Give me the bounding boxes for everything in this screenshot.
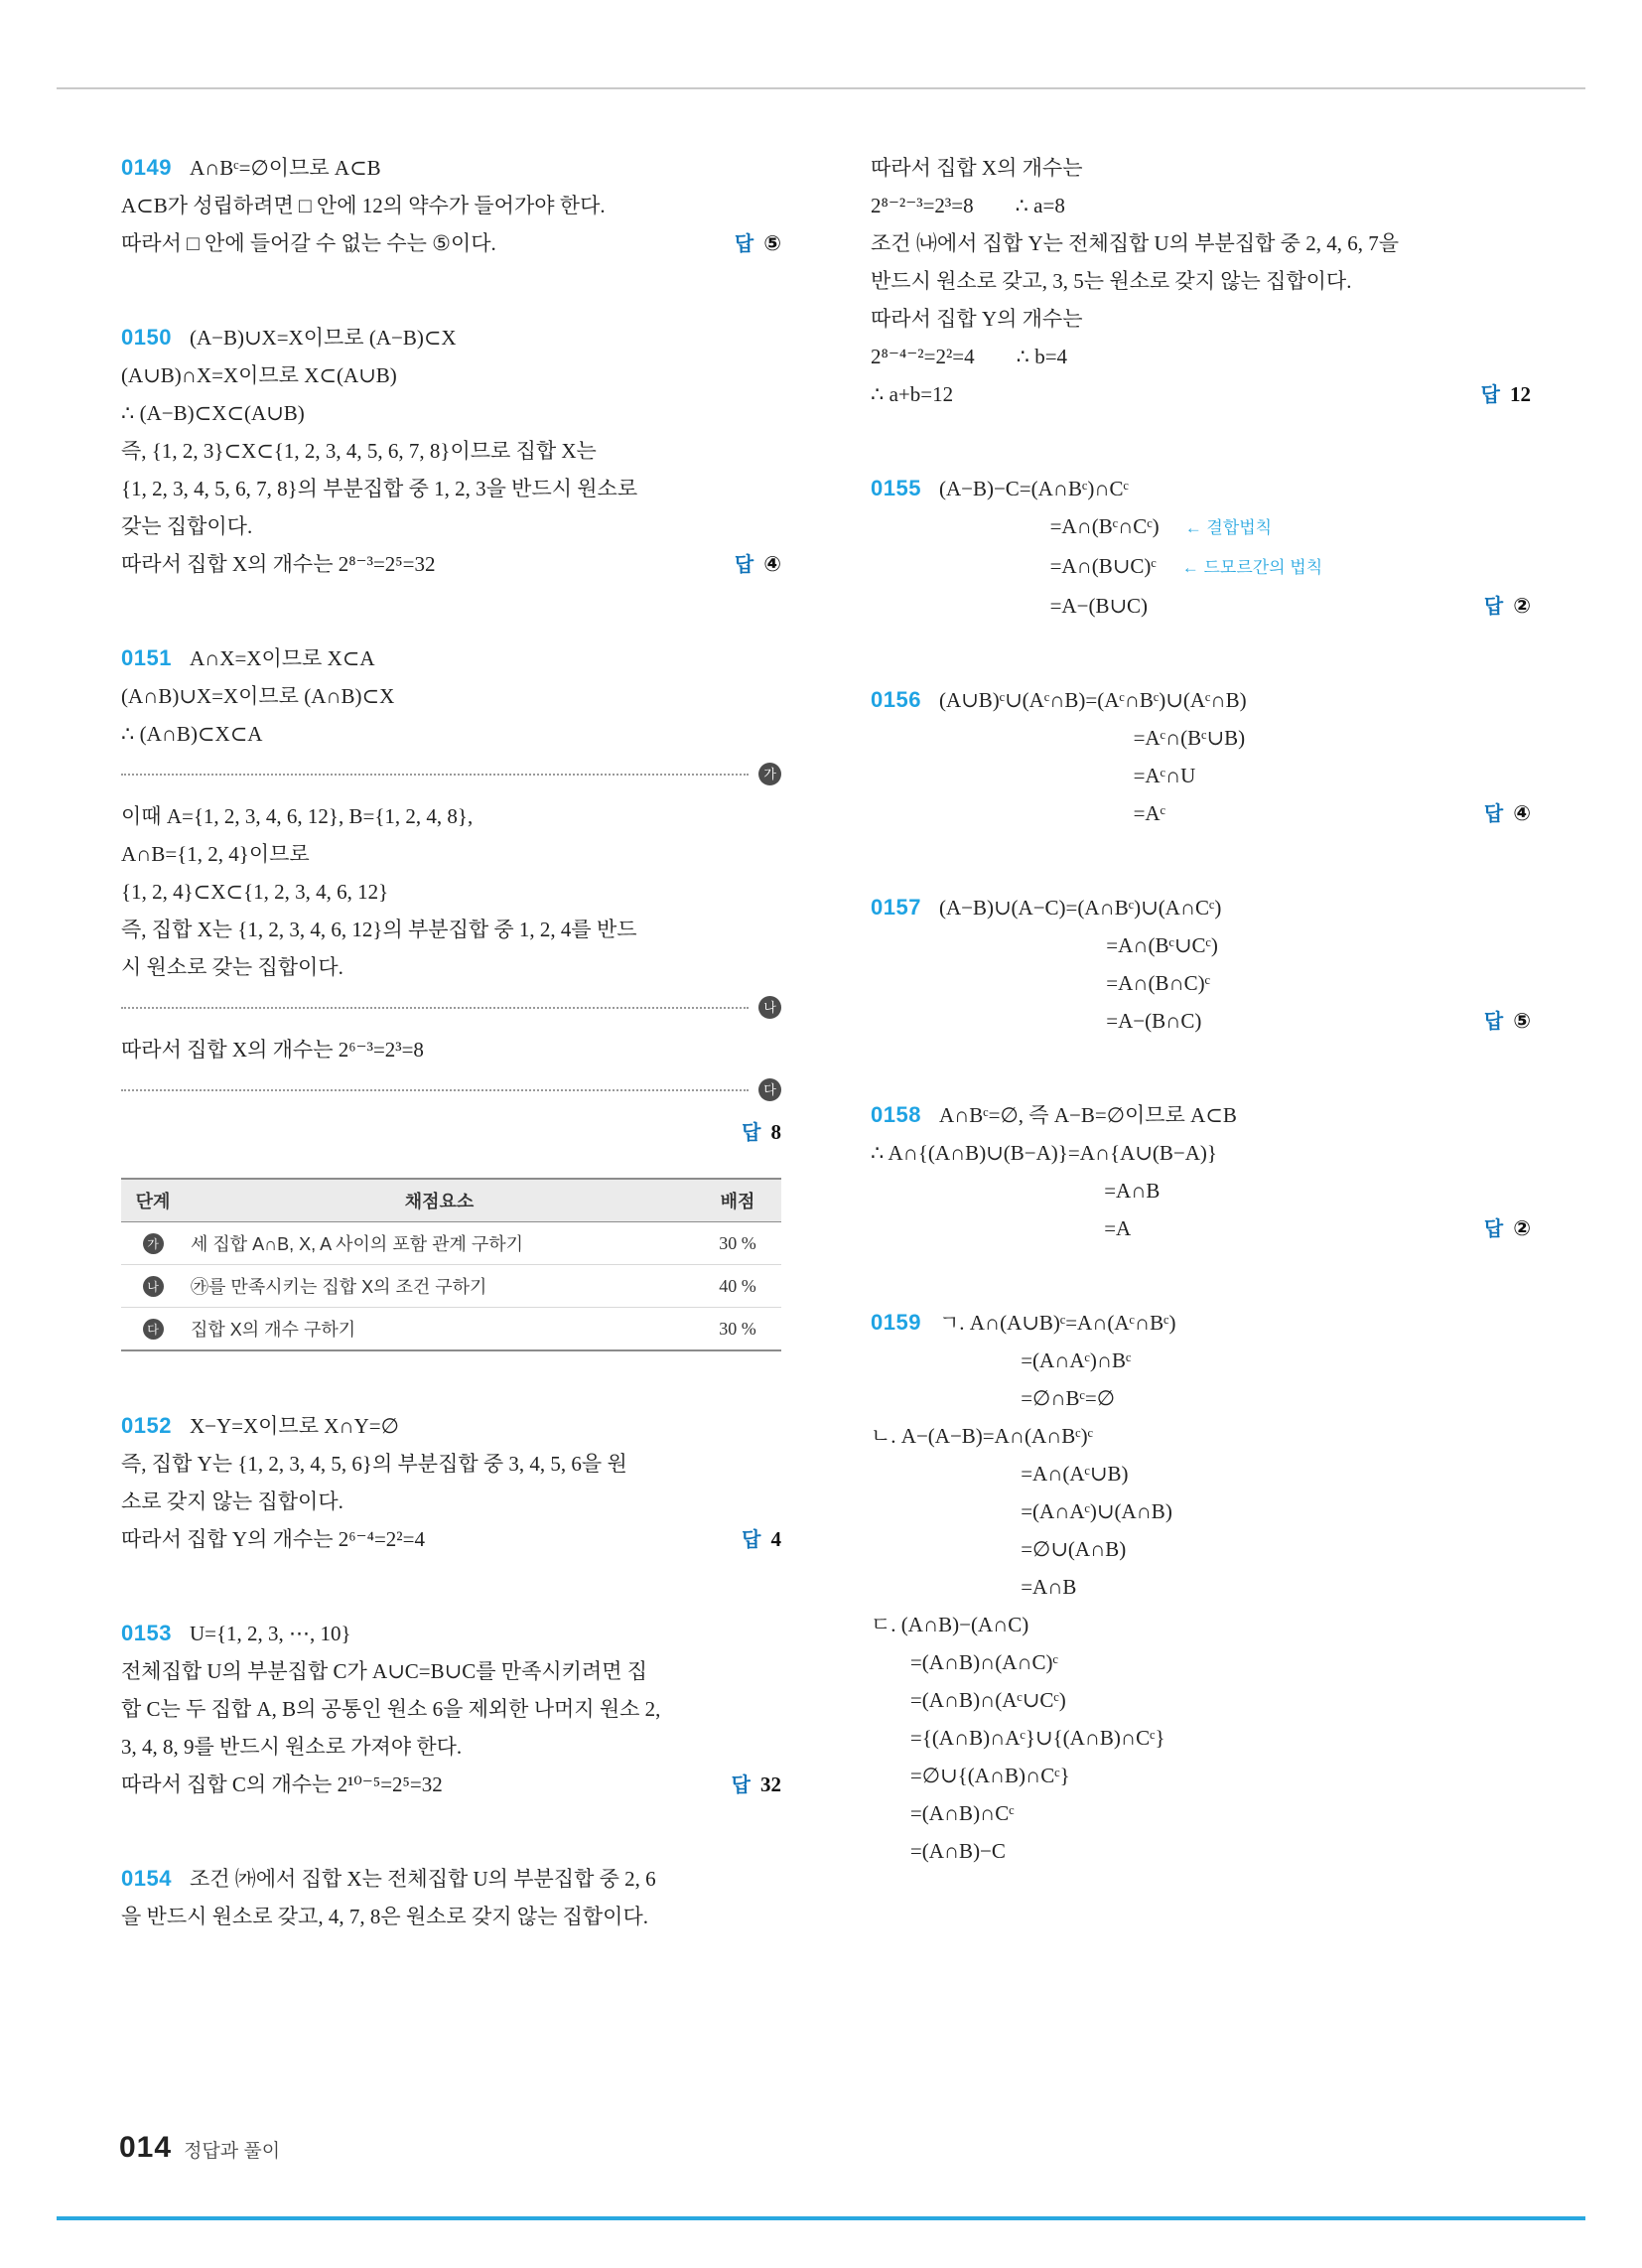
line-content	[871, 470, 1531, 507]
solution-line	[871, 964, 1531, 1002]
line-content	[121, 948, 781, 986]
line-text: ={(A∩B)∩Aᶜ}∪{(A∩B)∩Cᶜ}	[909, 1726, 1165, 1750]
solution-line	[871, 1568, 1531, 1606]
law-annotation: ← 결합법칙	[1184, 518, 1273, 537]
problem-0159	[871, 1304, 1531, 1870]
line-text: ∴ A∩{(A∩B)∪(B−A)}=A∩{A∪(B−A)}	[871, 1141, 1217, 1165]
answer	[732, 1766, 781, 1804]
line-text: 시 원소로 갖는 집합이다.	[121, 955, 343, 979]
line-content	[121, 187, 781, 224]
line-text: 따라서 집합 X의 개수는	[871, 156, 1083, 180]
solution-line	[121, 1898, 781, 1935]
solution-line	[871, 1304, 1531, 1342]
solution-line	[871, 1209, 1531, 1248]
solution-line	[871, 224, 1531, 262]
line-content	[121, 224, 717, 262]
solution-line	[871, 1643, 1531, 1681]
line-content	[1021, 1455, 1531, 1492]
solution-line	[121, 1652, 781, 1690]
line-text: 따라서 집합 C의 개수는 2¹⁰⁻⁵=2⁵=32	[121, 1772, 443, 1796]
solution-line	[121, 911, 781, 948]
line-content	[910, 1832, 1531, 1870]
answer-value: ②	[1513, 594, 1531, 618]
problem-number: 0157	[871, 895, 921, 920]
line-text: ㄷ. (A∩B)−(A∩C)	[871, 1613, 1029, 1636]
problem-number: 0149	[121, 155, 172, 180]
line-text: 조건 ㈏에서 집합 Y는 전체집합 U의 부분집합 중 2, 4, 6, 7을	[871, 231, 1399, 255]
line-content	[1050, 507, 1531, 547]
solution-line	[871, 587, 1531, 626]
line-text: {1, 2, 3, 4, 5, 6, 7, 8}의 부분집합 중 1, 2, 3을 반드시 원소로	[121, 477, 638, 500]
line-text: =∅∪{(A∩B)∩Cᶜ}	[909, 1764, 1070, 1787]
grading-row	[121, 1222, 781, 1265]
line-text: 합 C는 두 집합 A, B의 공통인 원소 6을 제외한 나머지 원소 2,	[121, 1697, 661, 1721]
line-content	[1021, 1342, 1531, 1379]
solution-line	[121, 677, 781, 715]
grading-row	[121, 1308, 781, 1351]
answer-value: ⑤	[1513, 1009, 1531, 1033]
solution-line	[121, 715, 781, 753]
solution-line	[121, 835, 781, 873]
line-text: (A∪B)∩X=X이므로 X⊂(A∪B)	[121, 363, 397, 387]
line-text: =(A∩B)∩(Aᶜ∪Cᶜ)	[909, 1688, 1066, 1712]
step-marker: 나	[758, 996, 781, 1019]
line-text: 갖는 집합이다.	[121, 514, 253, 538]
line-content	[871, 375, 1463, 413]
answer-label: 답	[742, 1529, 761, 1551]
line-content	[910, 1794, 1531, 1832]
line-content	[1050, 587, 1466, 625]
line-content	[1021, 1530, 1531, 1568]
line-text: {1, 2, 4}⊂X⊂{1, 2, 3, 4, 6, 12}	[121, 880, 389, 904]
line-text: =Aᶜ∩(Bᶜ∪B)	[1133, 726, 1246, 750]
solution-line	[871, 262, 1531, 300]
line-content	[121, 1728, 781, 1766]
step-separator	[121, 996, 781, 1019]
answer-label: 답	[731, 1774, 751, 1796]
line-content	[121, 432, 781, 470]
solution-line	[121, 319, 781, 356]
solution-line	[871, 1379, 1531, 1417]
line-text: 조건 ㈎에서 집합 X는 전체집합 U의 부분집합 중 2, 6	[189, 1867, 656, 1891]
line-content	[121, 797, 781, 835]
problem-number: 0154	[121, 1866, 172, 1891]
answer-label: 답	[742, 1122, 761, 1144]
grading-header-row	[121, 1179, 781, 1222]
solution-line	[871, 470, 1531, 507]
line-content	[1134, 794, 1466, 832]
line-text: =∅∪(A∩B)	[1021, 1537, 1127, 1561]
line-content	[121, 639, 781, 677]
solution-line	[871, 1172, 1531, 1209]
solution-line	[121, 1031, 781, 1068]
line-content	[1134, 719, 1531, 757]
solution-line	[871, 1002, 1531, 1041]
solution-line	[121, 1407, 781, 1445]
problem-number: 0152	[121, 1413, 172, 1438]
line-content	[910, 1681, 1531, 1719]
solution-line	[121, 394, 781, 432]
problem-0149	[121, 149, 781, 263]
line-text: ㄴ. A−(A−B)=A∩(A∩Bᶜ)ᶜ	[871, 1424, 1094, 1448]
answer	[742, 1113, 781, 1152]
solution-line	[121, 149, 781, 187]
answer-label: 답	[1483, 1011, 1504, 1033]
line-content	[1021, 1568, 1531, 1606]
answer	[735, 224, 781, 263]
problem-0151	[121, 639, 781, 1351]
answer	[1484, 1209, 1531, 1248]
line-content	[1050, 547, 1531, 587]
answer	[1484, 587, 1531, 626]
line-text: =A∩(Aᶜ∪B)	[1021, 1462, 1129, 1486]
grading-table-body	[121, 1222, 781, 1351]
solution-line	[871, 889, 1531, 926]
line-text: (A∪B)ᶜ∪(Aᶜ∩B)=(Aᶜ∩Bᶜ)∪(Aᶜ∩B)	[938, 688, 1247, 712]
problem-0150	[121, 319, 781, 584]
answer-value: ②	[1513, 1216, 1531, 1240]
line-content	[1021, 1492, 1531, 1530]
answer-line	[121, 1113, 781, 1152]
line-content	[871, 149, 1531, 187]
solution-line	[121, 470, 781, 507]
grading-header-cell: 채점요소	[185, 1179, 694, 1222]
line-content	[871, 889, 1531, 926]
dotted-rule	[121, 774, 749, 776]
dotted-rule	[121, 1089, 749, 1091]
solution-line	[871, 1455, 1531, 1492]
problem-number: 0150	[121, 325, 172, 350]
solution-line	[871, 1342, 1531, 1379]
answer	[735, 545, 781, 584]
grading-header-cell: 단계	[121, 1179, 185, 1222]
line-content	[910, 1719, 1531, 1757]
solution-line	[871, 1134, 1531, 1172]
law-annotation: ← 드모르간의 법칙	[1181, 558, 1323, 577]
line-text: 즉, {1, 2, 3}⊂X⊂{1, 2, 3, 4, 5, 6, 7, 8}이므로 집합 X는	[121, 439, 597, 463]
line-text: ㄱ. A∩(A∪B)ᶜ=A∩(Aᶜ∩Bᶜ)	[938, 1311, 1176, 1335]
line-text: 이때 A={1, 2, 3, 4, 6, 12}, B={1, 2, 4, 8},	[121, 804, 474, 828]
line-content	[121, 1407, 781, 1445]
line-text: =(A∩Aᶜ)∩Bᶜ	[1021, 1348, 1132, 1372]
line-text: =(A∩B)−C	[909, 1839, 1006, 1863]
problem-0154	[121, 1860, 781, 1935]
line-content	[121, 1031, 781, 1068]
line-content	[121, 1520, 724, 1558]
line-content	[910, 1757, 1531, 1794]
line-text: =A∩(B∪C)ᶜ	[1049, 554, 1157, 578]
top-rule	[57, 87, 1585, 89]
line-text: 따라서 집합 Y의 개수는	[871, 307, 1083, 331]
solution-line	[121, 873, 781, 911]
answer-value: ⑤	[763, 231, 781, 255]
grading-cell: 30 %	[694, 1308, 781, 1351]
line-content	[871, 1606, 1531, 1643]
line-content	[871, 1096, 1531, 1134]
answer-label: 답	[1480, 384, 1500, 406]
line-content	[121, 507, 781, 545]
step-marker: 다	[758, 1078, 781, 1101]
answer-label: 답	[734, 233, 754, 255]
problem-number: 0155	[871, 476, 921, 500]
answer-value: 32	[760, 1772, 781, 1796]
answer-label: 답	[1483, 596, 1504, 618]
solution-line	[871, 375, 1531, 414]
answer	[1484, 1002, 1531, 1041]
step-marker: 다	[143, 1319, 164, 1340]
solution-line	[121, 1728, 781, 1766]
line-text: 따라서 □ 안에 들어갈 수 없는 수는 ⑤이다.	[121, 231, 496, 255]
line-content	[121, 1766, 714, 1803]
solution-line	[121, 187, 781, 224]
line-content	[121, 677, 781, 715]
solution-line	[871, 547, 1531, 587]
line-content	[121, 394, 781, 432]
grading-cell: ㉮를 만족시키는 집합 X의 조건 구하기	[185, 1265, 694, 1308]
line-content	[1106, 1002, 1466, 1040]
line-content	[121, 1652, 781, 1690]
line-content	[121, 1445, 781, 1483]
line-content	[871, 224, 1531, 262]
line-content	[121, 835, 781, 873]
line-text: ∴ (A−B)⊂X⊂(A∪B)	[121, 401, 305, 425]
answer-value: ④	[763, 552, 781, 576]
answer	[1481, 375, 1531, 414]
answer	[1484, 794, 1531, 833]
line-text: (A−B)−C=(A∩Bᶜ)∩Cᶜ	[938, 477, 1129, 500]
line-text: X−Y=X이므로 X∩Y=∅	[189, 1414, 399, 1438]
line-content	[121, 545, 717, 583]
line-text: =A∩(Bᶜ∪Cᶜ)	[1106, 933, 1218, 957]
solution-line	[871, 1492, 1531, 1530]
solution-line	[871, 149, 1531, 187]
solution-line	[871, 1681, 1531, 1719]
line-text: 을 반드시 원소로 갖고, 4, 7, 8은 원소로 갖지 않는 집합이다.	[121, 1905, 649, 1928]
line-text: U={1, 2, 3, ⋯, 10}	[189, 1622, 351, 1645]
solution-line	[121, 432, 781, 470]
problem-number: 0153	[121, 1621, 172, 1645]
line-text: =A∩B	[1104, 1179, 1161, 1203]
line-text: 반드시 원소로 갖고, 3, 5는 원소로 갖지 않는 집합이다.	[871, 269, 1352, 293]
solution-line	[121, 356, 781, 394]
problem-0152	[121, 1407, 781, 1559]
line-content	[910, 1643, 1531, 1681]
solution-line	[121, 1690, 781, 1728]
grading-cell: 40 %	[694, 1265, 781, 1308]
line-text: 2⁸⁻⁴⁻²=2²=4 ∴ b=4	[871, 345, 1068, 368]
line-text: 따라서 집합 X의 개수는 2⁸⁻³=2⁵=32	[121, 552, 436, 576]
grading-cell: 세 집합 A∩B, X, A 사이의 포함 관계 구하기	[185, 1222, 694, 1265]
solution-line	[121, 948, 781, 986]
line-text: 소로 갖지 않는 집합이다.	[121, 1489, 343, 1513]
grading-table	[121, 1178, 781, 1351]
problem-number: 0159	[871, 1310, 921, 1335]
grading-cell: 30 %	[694, 1222, 781, 1265]
line-text: =∅∩Bᶜ=∅	[1021, 1386, 1116, 1410]
solution-line	[871, 1417, 1531, 1455]
line-content	[121, 1690, 781, 1728]
line-content	[121, 1860, 781, 1898]
line-content	[871, 300, 1531, 338]
page-footer	[119, 2131, 280, 2165]
line-content	[871, 1134, 1531, 1172]
line-text: =Aᶜ∩U	[1133, 764, 1196, 787]
line-content	[121, 319, 781, 356]
column-left	[121, 149, 781, 1991]
solution-line	[871, 681, 1531, 719]
page-number: 014	[119, 2131, 173, 2164]
solution-line	[121, 507, 781, 545]
line-text: A∩Bᶜ=∅이므로 A⊂B	[189, 156, 381, 180]
problem-0153	[121, 1615, 781, 1804]
line-content	[121, 715, 781, 753]
line-text: =A−(B∩C)	[1106, 1009, 1202, 1033]
solution-line	[871, 507, 1531, 547]
solution-line	[871, 926, 1531, 964]
page-content	[121, 149, 1531, 1991]
answer-value: ④	[1513, 801, 1531, 825]
line-content	[871, 681, 1531, 719]
step-marker: 가	[758, 763, 781, 785]
solution-line	[871, 1832, 1531, 1870]
solution-line	[121, 797, 781, 835]
solution-line	[871, 794, 1531, 833]
line-content	[121, 470, 781, 507]
grading-cell: 집합 X의 개수 구하기	[185, 1308, 694, 1351]
line-text: 3, 4, 8, 9를 반드시 원소로 가져야 한다.	[121, 1735, 463, 1759]
line-text: 즉, 집합 Y는 {1, 2, 3, 4, 5, 6}의 부분집합 중 3, 4, 5, 6을 원	[121, 1452, 627, 1476]
line-content	[1104, 1172, 1531, 1209]
line-text: (A−B)∪(A−C)=(A∩Bᶜ)∪(A∩Cᶜ)	[938, 896, 1222, 920]
line-text: =Aᶜ	[1133, 801, 1165, 825]
line-content	[871, 187, 1531, 224]
solution-line	[871, 338, 1531, 375]
line-text: 즉, 집합 X는 {1, 2, 3, 4, 6, 12}의 부분집합 중 1, 2, 4를 반드	[121, 918, 637, 941]
footer-label: 정답과 풀이	[184, 2141, 281, 2162]
problem-number: 0151	[121, 645, 172, 670]
problem-0156	[871, 681, 1531, 833]
solution-line	[121, 224, 781, 263]
line-content	[1106, 964, 1531, 1002]
answer-value: 8	[770, 1120, 781, 1144]
answer	[742, 1520, 781, 1559]
line-text: ∴ (A∩B)⊂X⊂A	[121, 722, 263, 746]
solution-line	[121, 1445, 781, 1483]
line-text: =(A∩Aᶜ)∪(A∩B)	[1021, 1499, 1172, 1523]
line-text: 전체집합 U의 부분집합 C가 A∪C=B∪C를 만족시키려면 집	[121, 1659, 648, 1683]
line-text: 따라서 집합 X의 개수는 2⁶⁻³=2³=8	[121, 1038, 424, 1062]
grading-cell	[121, 1265, 185, 1308]
line-content	[121, 911, 781, 948]
solution-line	[871, 300, 1531, 338]
line-content	[121, 1898, 781, 1935]
line-text: =A−(B∪C)	[1049, 594, 1149, 618]
answer-value: 12	[1510, 382, 1531, 406]
solution-line	[121, 639, 781, 677]
line-text: =A∩(Bᶜ∩Cᶜ)	[1049, 514, 1160, 538]
solution-line	[121, 1766, 781, 1804]
solution-line	[871, 757, 1531, 794]
answer-label: 답	[734, 554, 754, 576]
line-content	[871, 338, 1531, 375]
line-content	[121, 356, 781, 394]
answer-label: 답	[1483, 1218, 1504, 1240]
grading-cell	[121, 1222, 185, 1265]
problem-0155	[871, 470, 1531, 626]
solution-line	[121, 1860, 781, 1898]
solution-line	[121, 545, 781, 584]
line-text: =A∩(B∩C)ᶜ	[1106, 971, 1211, 995]
line-content	[121, 1483, 781, 1520]
line-text: A∩X=X이므로 X⊂A	[189, 646, 375, 670]
grading-table-head	[121, 1179, 781, 1222]
line-content	[871, 1304, 1531, 1342]
line-text: =(A∩B)∩(A∩C)ᶜ	[909, 1650, 1058, 1674]
line-content	[871, 262, 1531, 300]
line-text: =(A∩B)∩Cᶜ	[909, 1801, 1015, 1825]
line-content	[1134, 757, 1531, 794]
line-content	[871, 1417, 1531, 1455]
line-content	[1104, 1209, 1466, 1247]
problem-number: 0158	[871, 1102, 921, 1127]
line-text: A⊂B가 성립하려면 □ 안에 12의 약수가 들어가야 한다.	[121, 194, 606, 217]
column-right	[871, 149, 1531, 1991]
answer-label: 답	[1483, 803, 1504, 825]
line-content	[121, 1615, 781, 1652]
dotted-rule	[121, 1007, 749, 1009]
solution-line	[121, 1483, 781, 1520]
solution-line	[871, 1794, 1531, 1832]
solution-line	[871, 1096, 1531, 1134]
step-separator	[121, 763, 781, 785]
problem-0158	[871, 1096, 1531, 1248]
problem-0157	[871, 889, 1531, 1041]
solution-line	[121, 1615, 781, 1652]
line-text: A∩B={1, 2, 4}이므로	[121, 842, 310, 866]
step-separator	[121, 1078, 781, 1101]
bottom-rule	[57, 2216, 1585, 2220]
answer-value: 4	[770, 1527, 781, 1551]
line-content	[1106, 926, 1531, 964]
solution-line	[871, 187, 1531, 224]
line-text: =A∩B	[1021, 1575, 1077, 1599]
line-text: (A−B)∪X=X이므로 (A−B)⊂X	[189, 326, 457, 350]
step-marker: 가	[143, 1233, 164, 1254]
solution-line	[871, 1606, 1531, 1643]
line-text: (A∩B)∪X=X이므로 (A∩B)⊂X	[121, 684, 395, 708]
solution-line	[871, 719, 1531, 757]
problem-continuation	[871, 149, 1531, 414]
grading-row	[121, 1265, 781, 1308]
line-text: =A	[1104, 1216, 1132, 1240]
line-text: ∴ a+b=12	[871, 382, 954, 406]
solution-line	[871, 1757, 1531, 1794]
line-text: A∩Bᶜ=∅, 즉 A−B=∅이므로 A⊂B	[938, 1103, 1237, 1127]
problem-number: 0156	[871, 687, 921, 712]
line-content	[121, 873, 781, 911]
solution-line	[871, 1530, 1531, 1568]
grading-cell	[121, 1308, 185, 1351]
grading-header-cell: 배점	[694, 1179, 781, 1222]
solution-line	[871, 1719, 1531, 1757]
line-text: 따라서 집합 Y의 개수는 2⁶⁻⁴=2²=4	[121, 1527, 425, 1551]
line-content	[1021, 1379, 1531, 1417]
step-marker: 나	[143, 1276, 164, 1297]
line-content	[121, 149, 781, 187]
solution-line	[121, 1520, 781, 1559]
line-text: 2⁸⁻²⁻³=2³=8 ∴ a=8	[871, 194, 1065, 217]
